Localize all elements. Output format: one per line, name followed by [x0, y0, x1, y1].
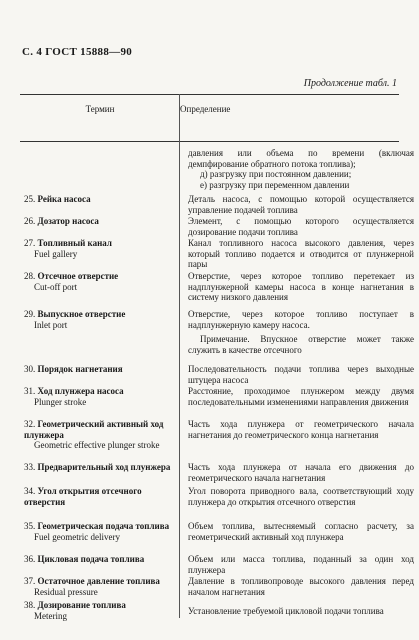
definition-cell: Объем или масса топлива, поданный за один ход плунжера [188, 554, 414, 575]
definition-cell: Канал топливного насоса высокого давления, через который топливо подается и отводится от плунжерной пары [188, 238, 414, 269]
column-header-term: Термин [85, 104, 115, 114]
term-cell: 36. Цикловая подача топлива [24, 554, 145, 564]
note-text: Примечание. Впускное отверстие может также служить в качестве отсечного [188, 334, 414, 355]
term-cell: 31. Ход плунжера насоса Plunger stroke [24, 386, 124, 407]
definition-cell: Отверстие, через которое топливо поступает в надплунжерную камеру насоса. Примечание. Впускное отверстие может также служить в качестве отсечного [188, 309, 414, 355]
term-cell: 34. Угол открытия отсечного отверстия [24, 486, 142, 507]
term-cell: 28. Отсечное отверстие Cut-off port [24, 271, 119, 292]
column-divider [179, 94, 180, 618]
definition-cell: Элемент, с помощью которого осуществляется дозирование подачи топлива [188, 216, 414, 237]
definition-cell: Установление требуемой цикловой подачи топлива [188, 606, 384, 616]
definition-cell: Давление в топливопроводе высокого давления перед началом нагнетания [188, 576, 414, 597]
definition-cell: Угол поворота приводного вала, соответствующий ходу плунжера до открытия отсечного отверстия [188, 486, 414, 507]
definition-cell: Последовательность подачи топлива через выходные штуцера насоса [188, 364, 414, 385]
term-cell: 38. Дозирование топлива Metering [24, 600, 126, 621]
term-cell: 35. Геометрическая подача топлива Fuel geometric delivery [24, 521, 170, 542]
definition-cell: Часть хода плунжера от начала его движения до геометрического начала нагнетания [188, 462, 414, 483]
definition-cell: Объем топлива, вытесняемый согласно расчету, за геометрический активный ход плунжера [188, 521, 414, 542]
header-separator [20, 141, 399, 142]
table-top-rule [20, 94, 399, 95]
term-cell: 27. Топливный канал Fuel gallery [24, 238, 112, 259]
term-cell: 37. Остаточное давление топлива Residual pressure [24, 576, 160, 597]
column-header-definition: Определение [180, 104, 231, 114]
term-cell: 25. Рейка насоса [24, 194, 91, 204]
definition-cell: Отверстие, через которое топливо перетекает из надплунжерной камеры насоса в конце нагнетания в систему низкого давления [188, 271, 414, 302]
term-cell: 32. Геометрический активный ход плунжера Geometric effective plunger stroke [24, 419, 164, 450]
term-cell: 30. Порядок нагнетания [24, 364, 123, 374]
page-header: С. 4 ГОСТ 15888—90 [22, 46, 133, 58]
term-cell: 33. Предварительный ход плунжера [24, 462, 171, 472]
continuation-label: Продолжение табл. 1 [303, 78, 397, 89]
definition-text: давления или объема по времени (включая демпфирование обратного потока топлива); д) разгрузку при постоянном давлении; е) разгрузку при переменном давлении [188, 148, 414, 190]
definition-cell: Расстояние, проходимое плунжером между двумя последовательными изменениями направления движения [188, 386, 414, 407]
definition-cell: Деталь насоса, с помощью которой осуществляется управление подачей топлива [188, 194, 414, 215]
definition-cell: Часть хода плунжера от геометрического начала нагнетания до геометрического конца нагнетания [188, 419, 414, 440]
term-cell: 26. Дозатор насоса [24, 216, 99, 226]
term-cell: 29. Выпускное отверстие Inlet port [24, 309, 126, 330]
